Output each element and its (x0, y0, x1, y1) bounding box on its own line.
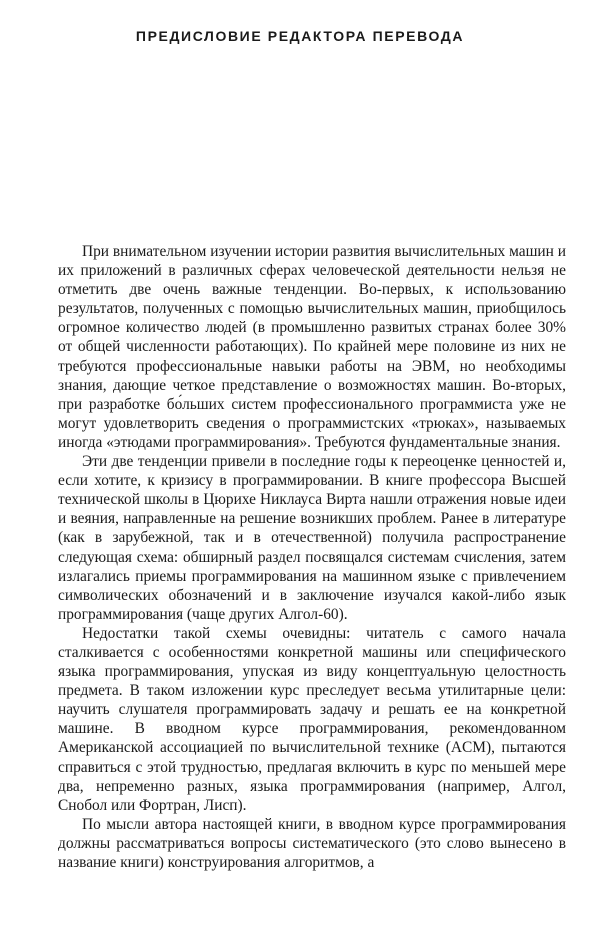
body-text (58, 242, 566, 872)
page-heading: ПРЕДИСЛОВИЕ РЕДАКТОРА ПЕРЕВОДА (135, 28, 465, 44)
paragraph-4: По мысли автора настоящей книги, в вводном курсе программирования должны рассматриваться вопросы систематического (это слово вынесено в название книги) конструирования алгоритмов, а (58, 815, 566, 871)
paragraph-1: При внимательном изучении истории развития вычислительных машин и их приложений в различных сферах человеческой деятельности нельзя не отметить две очень важные тенденции. Во-первых, к использованию результатов, полученных с помощью вычислительных машин, приобщилось огромное количество людей (в промышленно развитых странах более 30% от общей численности работающих). По крайней мере половине из них не требуются профессиональные навыки работы на ЭВМ, но необходимы знания, дающие четкое представление о возможностях машин. Во-вторых, при разработке бо́льших систем профессионального программиста уже не могут удовлетворить сведения о программистских «трюках», называемых иногда «этюдами программирования». Требуются фундаментальные знания. (58, 243, 566, 451)
paragraph-2: Эти две тенденции привели в последние годы к переоценке ценностей и, если хотите, к кризису в программировании. В книге профессора Высшей технической школы в Цюрихе Никлауса Вирта нашли отражения новые идеи и веяния, направленные на решение возникших проблем. Ранее в литературе (как в зарубежной, так и в отечественной) получила распространение следующая схема: обширный раздел посвящался системам счисления, затем излагались приемы программирования на машинном языке с привлечением символических обозначений и в заключение изучался какой-либо язык программирования (чаще других Алгол-60). (58, 453, 566, 623)
paragraph-3: Недостатки такой схемы очевидны: читатель с самого начала сталкивается с особенностями конкретной машины или специфического языка программирования, упуская из виду концептуальную целостность предмета. В таком изложении курс преследует весьма утилитарные цели: научить слушателя программировать задачу и решать ее на конкретной машине. В вводном курсе программирования, рекомендованном Американской ассоциацией по вычислительной технике (ACM), пытаются справиться с этой трудностью, предлагая включить в курс по меньшей мере два, непременно разных, языка программирования (например, Алгол, Снобол или Фортран, Лисп). (58, 624, 566, 814)
